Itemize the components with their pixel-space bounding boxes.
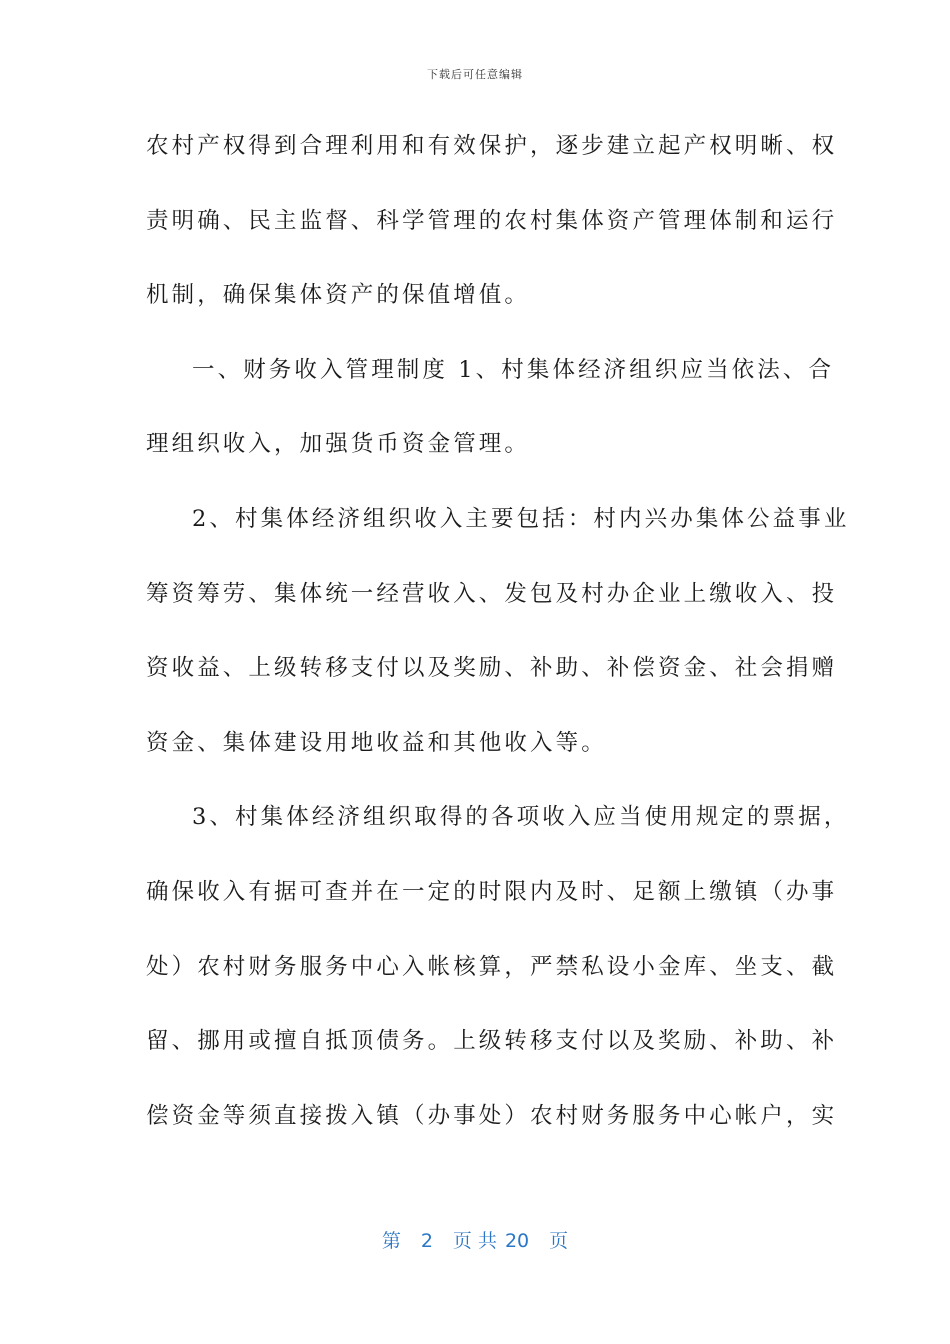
text-line: 资收益、上级转移支付以及奖励、补助、补偿资金、社会捐赠 <box>146 655 838 682</box>
page-footer <box>0 1226 950 1253</box>
text-line: 处）农村财务服务中心入帐核算，严禁私设小金库、坐支、截 <box>146 953 838 980</box>
text-line: 偿资金等须直接拨入镇（办事处）农村财务服务中心帐户，实 <box>146 1102 838 1129</box>
footer-total-label: 页 共 <box>452 1230 497 1252</box>
text-line: 2、村集体经济组织收入主要包括：村内兴办集体公益事业 <box>192 505 850 532</box>
document-body <box>146 122 850 1166</box>
header-note: 下载后可任意编辑 <box>427 68 523 81</box>
text-line: 确保收入有据可查并在一定的时限内及时、足额上缴镇（办事 <box>146 878 838 905</box>
text-line: 一、财务收入管理制度 1、村集体经济组织应当依法、合 <box>192 356 835 383</box>
text-line: 资金、集体建设用地收益和其他收入等。 <box>146 729 607 756</box>
footer-page-label: 第 <box>381 1230 401 1252</box>
text-line: 责明确、民主监督、科学管理的农村集体资产管理体制和运行 <box>146 207 838 234</box>
footer-total-pages: 20 <box>504 1230 530 1252</box>
text-line: 机制，确保集体资产的保值增值。 <box>146 282 531 309</box>
text-line: 留、挪用或擅自抵顶债务。上级转移支付以及奖励、补助、补 <box>146 1028 838 1055</box>
text-line: 筹资筹劳、集体统一经营收入、发包及村办企业上缴收入、投 <box>146 580 838 607</box>
text-line: 农村产权得到合理利用和有效保护，逐步建立起产权明晰、权 <box>146 133 838 159</box>
footer-current-page: 2 <box>420 1230 433 1252</box>
footer-end-label: 页 <box>549 1230 569 1252</box>
text-line: 理组织收入，加强货币资金管理。 <box>146 431 531 458</box>
text-line: 3、村集体经济组织取得的各项收入应当使用规定的票据， <box>192 804 850 831</box>
